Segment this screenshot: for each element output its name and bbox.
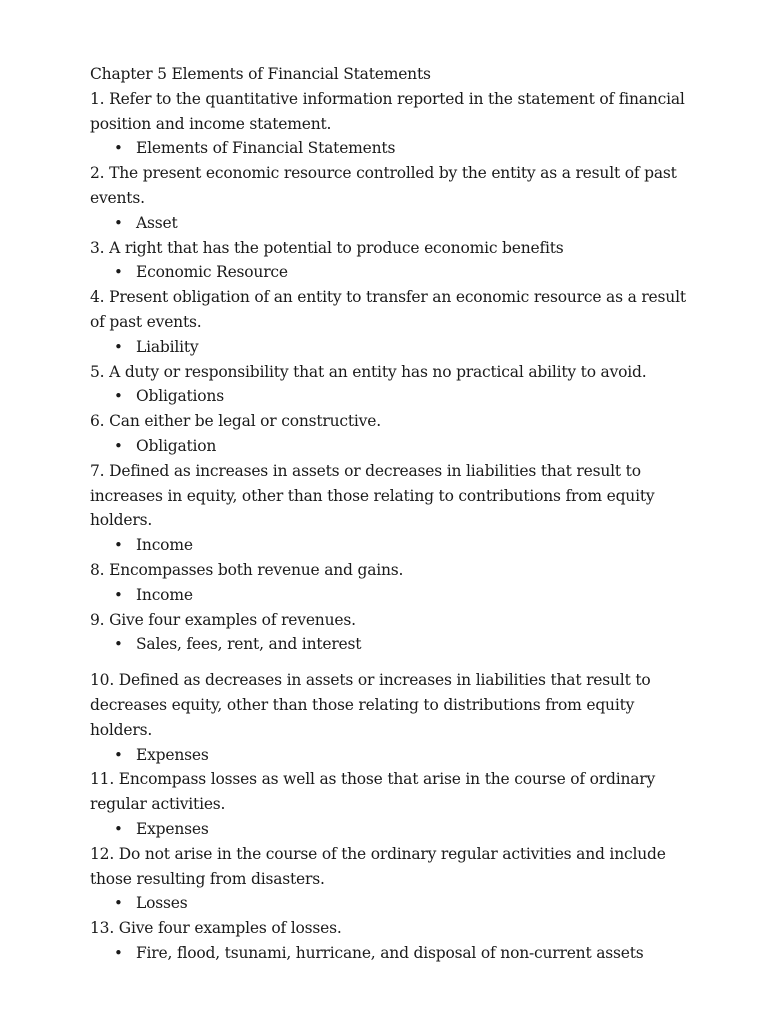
qa-item-5 — [90, 360, 690, 410]
qa-item-12 — [90, 842, 690, 916]
question-text: 9. Give four examples of revenues. — [90, 610, 356, 629]
answer-text: Fire, flood, tsunami, hurricane, and disposal of non-current assets — [136, 943, 644, 962]
answer-list — [90, 583, 690, 608]
answer-item — [114, 533, 690, 558]
answer-list — [90, 260, 690, 285]
answer-item — [114, 743, 690, 768]
bullet-icon: • — [114, 585, 123, 604]
answer-item — [114, 260, 690, 285]
answer-list — [90, 211, 690, 236]
answer-item — [114, 211, 690, 236]
answer-list — [90, 817, 690, 842]
qa-item-1 — [90, 87, 690, 161]
answer-list — [90, 384, 690, 409]
answer-list — [90, 632, 690, 657]
bullet-icon: • — [114, 635, 123, 654]
qa-item-13 — [90, 916, 690, 966]
bullet-icon: • — [114, 337, 123, 356]
question-text: 3. A right that has the potential to produce economic benefits — [90, 238, 564, 257]
answer-list — [90, 533, 690, 558]
answer-list — [90, 941, 690, 966]
qa-item-4 — [90, 285, 690, 359]
question-text: 13. Give four examples of losses. — [90, 919, 342, 938]
bullet-icon: • — [114, 819, 123, 838]
answer-item — [114, 891, 690, 916]
question-text: 7. Defined as increases in assets or decreases in liabilities that result to increases in equity, other than those relating to contributions from equity holders. — [90, 461, 655, 530]
answer-text: Economic Resource — [136, 263, 288, 282]
answer-text: Obligations — [136, 387, 224, 406]
qa-item-3 — [90, 236, 690, 286]
answer-text: Liability — [136, 337, 199, 356]
qa-item-11 — [90, 767, 690, 841]
document-title: Chapter 5 Elements of Financial Statements — [90, 65, 431, 83]
answer-text: Elements of Financial Statements — [136, 139, 396, 158]
bullet-icon: • — [114, 139, 123, 158]
answer-text: Income — [136, 536, 193, 555]
answer-text: Expenses — [136, 819, 209, 838]
qa-item-6 — [90, 409, 690, 459]
answer-list — [90, 136, 690, 161]
answer-item — [114, 941, 690, 966]
qa-item-10 — [90, 668, 690, 767]
bullet-icon: • — [114, 436, 123, 455]
question-text: 1. Refer to the quantitative information reported in the statement of financial position and income statement. — [90, 89, 685, 133]
answer-list — [90, 743, 690, 768]
question-text: 5. A duty or responsibility that an entity has no practical ability to avoid. — [90, 362, 647, 381]
bullet-icon: • — [114, 536, 123, 555]
question-text: 11. Encompass losses as well as those that arise in the course of ordinary regular activities. — [90, 770, 656, 814]
question-text: 8. Encompasses both revenue and gains. — [90, 560, 404, 579]
qa-item-8 — [90, 558, 690, 608]
question-text: 4. Present obligation of an entity to transfer an economic resource as a result of past events. — [90, 288, 686, 331]
question-text: 6. Can either be legal or constructive. — [90, 412, 381, 431]
document-page — [90, 62, 690, 966]
qa-item-9 — [90, 608, 690, 658]
answer-text: Asset — [136, 213, 178, 232]
answer-item — [114, 335, 690, 360]
answer-item — [114, 817, 690, 842]
answer-text: Sales, fees, rent, and interest — [136, 635, 362, 654]
answer-text: Obligation — [136, 436, 217, 455]
question-text: 10. Defined as decreases in assets or increases in liabilities that result to decreases equity, other than those relating to distributions from equity holders. — [90, 671, 651, 739]
answer-item — [114, 384, 690, 409]
bullet-icon: • — [114, 943, 123, 962]
answer-list — [90, 434, 690, 459]
bullet-icon: • — [114, 745, 123, 764]
question-text: 2. The present economic resource controlled by the entity as a result of past events. — [90, 164, 677, 207]
bullet-icon: • — [114, 263, 123, 282]
answer-text: Expenses — [136, 745, 209, 764]
qa-item-7 — [90, 459, 690, 558]
bullet-icon: • — [114, 387, 123, 406]
answer-item — [114, 583, 690, 608]
answer-list — [90, 335, 690, 360]
question-text: 12. Do not arise in the course of the ordinary regular activities and include those resulting from disasters. — [90, 844, 666, 888]
answer-list — [90, 891, 690, 916]
answer-text: Losses — [136, 894, 188, 913]
bullet-icon: • — [114, 894, 123, 913]
qa-item-2 — [90, 161, 690, 235]
bullet-icon: • — [114, 213, 123, 232]
answer-item — [114, 434, 690, 459]
answer-text: Income — [136, 585, 193, 604]
answer-item — [114, 632, 690, 657]
answer-item — [114, 136, 690, 161]
